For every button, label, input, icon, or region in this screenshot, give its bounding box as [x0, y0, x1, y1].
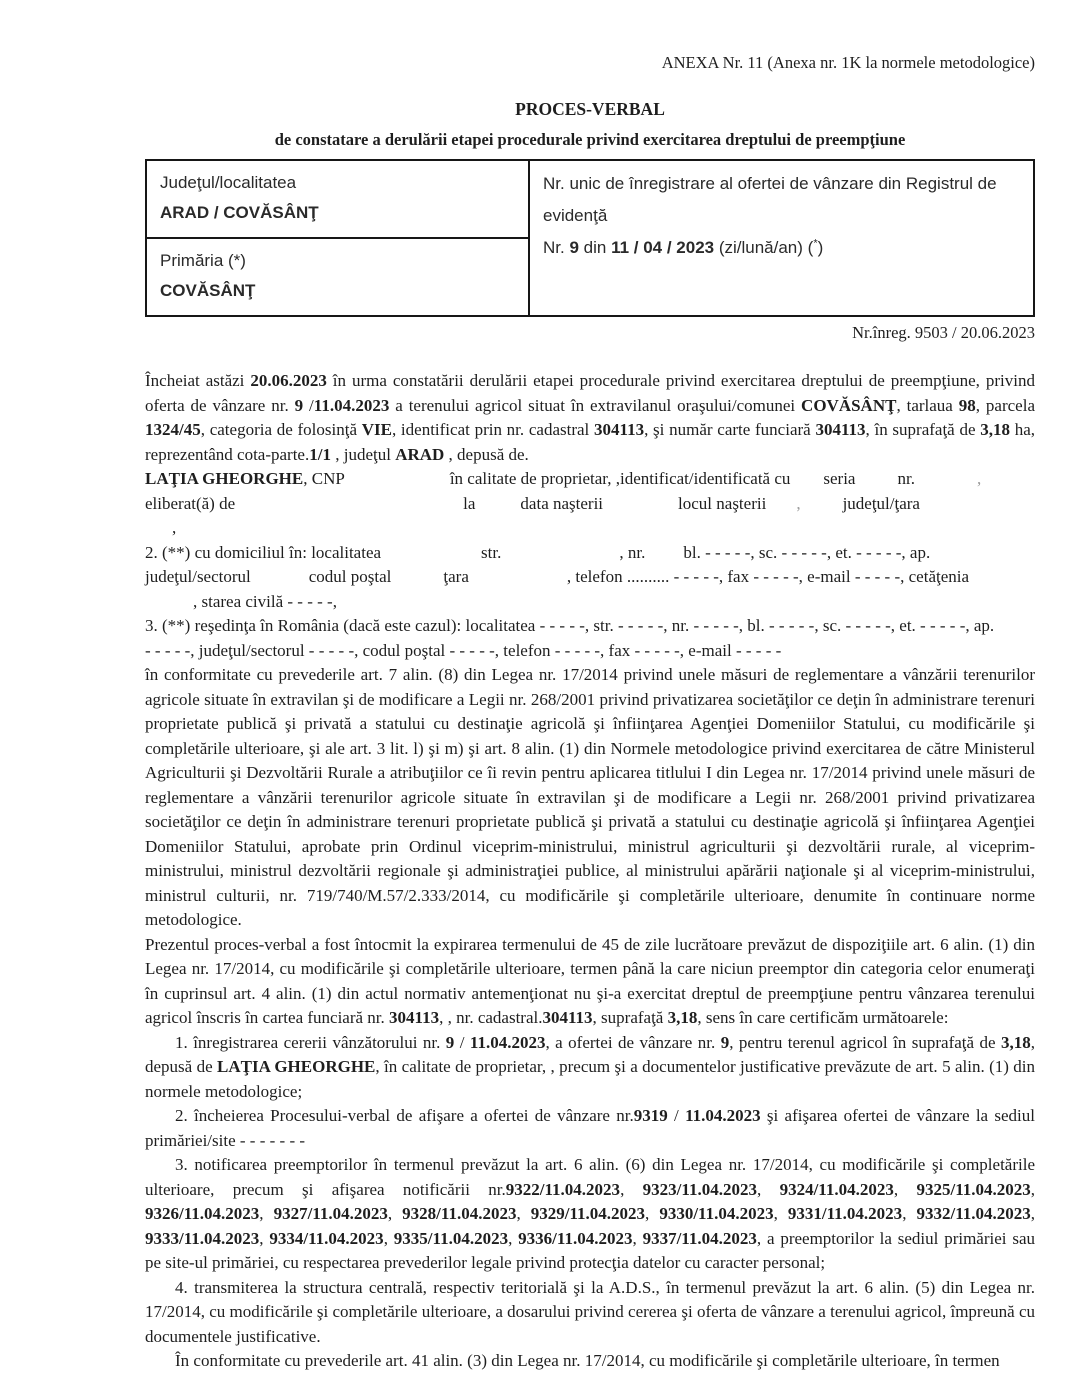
townhall-label: Primăria (*) — [160, 251, 246, 270]
blank-field-gap — [645, 557, 683, 558]
text-run: 11.04.2023 — [313, 395, 390, 415]
text-run: , , nr. cadastral. — [439, 1008, 543, 1027]
text-run: , şi număr carte funciară — [644, 420, 816, 439]
text-run: , depusă de — [145, 1032, 1035, 1076]
text-run: ţara — [443, 567, 469, 586]
text-run: nr. — [897, 469, 915, 488]
text-run: În conformitate cu prevederile art. 41 alin. (3) din Legea nr. 17/2014, cu modificările şi completările ulterioare, în termen — [175, 1351, 1000, 1370]
text-run: , depusă de. — [444, 444, 529, 464]
text-run: 3. (**) reşedinţa în România (dacă este cazul): localitatea - - - - -, str. - - - - -, nr. - - - - -, bl. - - - - -, sc. - - - - -, et. - - - - -, ap. — [145, 616, 995, 635]
text-run: Prezentul proces-verbal a fost întocmit la expirarea termenului de 45 de zile lucrătoare prevăzut de dispoziţiile art. 6 alin. (1) din Legea nr. 17/2014, cu modificările şi completările ulterioare, termen până la care niciun preemptor din categoria celor enumeraţi în cuprinsul art. 4 alin. (1) din actul normativ antemenţionat nu şi-a exercitat dreptul de preempţiune pentru vânzarea terenului agricol înscris în cartea funciară nr. — [145, 934, 1035, 1027]
text-run: , — [516, 1204, 531, 1223]
text-run: , — [796, 493, 801, 513]
text-run: 3,18 — [667, 1008, 698, 1027]
text-run: LAŢIA GHEORGHE — [145, 469, 304, 488]
blank-field-gap — [766, 508, 796, 509]
townhall-cell — [146, 238, 529, 316]
offer-registration-number — [543, 232, 1020, 264]
text-run: 9319 — [633, 1106, 668, 1125]
text-run: 9 — [294, 395, 304, 415]
contact-line — [145, 565, 1035, 590]
text-run: din — [578, 238, 612, 257]
text-run: 3. notificarea preemptorilor în termenul prevăzut la art. 6 alin. (6) din Legea nr. 17/2014, cu modificările şi completările ulterioare, precum şi afişarea notificării nr. — [145, 1155, 1035, 1199]
blank-field-gap — [915, 483, 977, 484]
domicile-line — [145, 541, 1035, 566]
text-run: 1324/45 — [145, 420, 201, 439]
text-run: eliberat(ă) de — [145, 493, 236, 513]
text-run: , suprafaţă — [592, 1008, 668, 1027]
text-run: 98 — [958, 395, 976, 415]
conclusion-paragraph — [145, 933, 1035, 1031]
text-run: , starea civilă - - - - -, — [193, 591, 337, 611]
stray-comma-line — [145, 516, 1035, 541]
offer-registration-cell — [529, 160, 1034, 316]
text-run: / — [209, 203, 224, 222]
registration-table — [145, 159, 1035, 317]
text-run: 2. încheierea Procesului-verbal de afişare a ofertei de vânzare nr. — [175, 1106, 634, 1125]
text-run: 9323/11.04.2023 — [642, 1179, 757, 1199]
text-run: 11 / 04 / 2023 — [611, 238, 715, 257]
text-run: 9333/11.04.2023 — [145, 1228, 260, 1248]
text-run: , — [902, 1204, 917, 1223]
text-run: ) — [817, 238, 824, 257]
text-run: 9 — [720, 1032, 730, 1052]
text-run: data naşterii — [520, 493, 604, 513]
marital-status-line — [145, 590, 1035, 615]
text-run: 9327/11.04.2023 — [273, 1204, 388, 1223]
text-run: 9335/11.04.2023 — [393, 1228, 509, 1248]
text-run: 9337/11.04.2023 — [642, 1228, 757, 1248]
text-run: LAŢIA GHEORGHE — [217, 1057, 376, 1076]
text-run: VIE — [361, 420, 392, 439]
text-run: , judeţul — [330, 444, 396, 464]
blank-field-gap — [603, 508, 678, 509]
item-2-display — [145, 1104, 1035, 1153]
county-value — [160, 198, 515, 228]
text-run: , — [620, 1179, 643, 1199]
text-run: , — [893, 1179, 917, 1199]
townhall-value: COVĂSÂNŢ — [160, 281, 256, 300]
text-run: , — [976, 469, 982, 488]
text-run: 9322/11.04.2023 — [505, 1179, 621, 1199]
text-run: ARAD — [395, 444, 445, 464]
blank-field-gap — [855, 483, 897, 484]
offer-registration-title: Nr. unic de înregistrare al ofertei de vânzare din Registrul de evidenţă — [543, 174, 997, 225]
text-run: 9331/11.04.2023 — [787, 1204, 903, 1223]
blank-field-gap — [475, 508, 520, 509]
text-run: 304113 — [815, 420, 866, 439]
text-run: 304113 — [594, 420, 645, 439]
item-3-notification — [145, 1153, 1035, 1276]
intro-paragraph — [145, 369, 1035, 467]
text-run: 4. transmiterea la structura centrală, respectiv teritorială şi la A.D.S., în termenul prevăzut la art. 6 alin. (5) din Legea nr. 17/2014, cu modificările şi completările ulterioare, a dosarului privind cererea şi oferta de vânzare a terenului agricol, împreună cu documentele justificative. — [145, 1277, 1035, 1346]
text-run: , — [259, 1204, 274, 1223]
text-run: 9 — [569, 238, 579, 257]
text-run: , — [1030, 1179, 1036, 1199]
text-run: 304113 — [542, 1008, 593, 1027]
text-run: / — [303, 395, 314, 415]
text-run: - - - - -, judeţul/sectorul - - - - -, codul poştal - - - - -, telefon - - - - -, fax - - - - -, e-mail - - - - - — [145, 640, 782, 660]
text-run: 11.04.2023 — [469, 1032, 546, 1052]
text-run: , — [383, 1228, 394, 1248]
text-run: 9326/11.04.2023 — [145, 1204, 260, 1223]
text-run: 9 — [445, 1032, 455, 1052]
residence-line-2 — [145, 639, 1035, 664]
text-run: 11.04.2023 — [685, 1106, 761, 1125]
text-run: , pentru terenul agricol în suprafaţă de — [729, 1032, 1001, 1052]
text-run: 3,18 — [980, 420, 1010, 439]
residence-line — [145, 614, 1035, 639]
text-run: 20.06.2023 — [250, 371, 327, 390]
text-run: str. — [481, 542, 502, 562]
text-run: codul poştal — [308, 567, 392, 586]
blank-field-gap — [345, 483, 450, 484]
text-run: , — [773, 1204, 788, 1223]
text-run: 1. înregistrarea cererii vânzătorului nr. — [175, 1032, 446, 1052]
text-run: / — [454, 1032, 470, 1052]
text-run: , — [172, 518, 177, 537]
blank-field-gap — [469, 581, 567, 582]
text-run: Încheiat astăzi — [145, 371, 251, 390]
text-run: , a ofertei de vânzare nr. — [545, 1032, 721, 1052]
blank-field-gap — [235, 508, 463, 509]
closing-paragraph — [145, 1349, 1035, 1374]
item-4-transmission — [145, 1276, 1035, 1350]
text-run: 9329/11.04.2023 — [530, 1204, 646, 1223]
blank-field-gap — [501, 557, 619, 558]
text-run: COVĂSÂNŢ — [801, 395, 897, 415]
text-run: , — [756, 1179, 780, 1199]
legal-basis-paragraph — [145, 663, 1035, 933]
text-run: judeţul/sectorul — [145, 567, 251, 586]
text-run: a terenului agricol situat în extravilanul oraşului/comunei — [389, 395, 802, 415]
text-run: bl. - - - - -, sc. - - - - -, et. - - - - -, ap. — [683, 542, 931, 562]
text-run: locul naşterii — [678, 493, 767, 513]
text-run: în calitate de proprietar, ,identificat/identificată cu — [449, 469, 791, 488]
text-run: (zi/lună/an) ( — [714, 238, 814, 257]
text-run: * — [813, 237, 818, 250]
text-run: COVĂSÂNŢ — [223, 203, 319, 222]
text-run: , — [1030, 1204, 1036, 1223]
text-run: , în calitate de proprietar, , precum şi a documentelor justificative prevăzute de art. 5 alin. (1) din normele metodologice; — [145, 1057, 1036, 1101]
text-run: , — [632, 1228, 643, 1248]
county-cell — [146, 160, 529, 238]
text-run: Nr. — [543, 238, 570, 257]
blank-field-gap — [801, 508, 843, 509]
text-run: , — [259, 1228, 270, 1248]
text-run: 9324/11.04.2023 — [779, 1179, 894, 1199]
text-run: , — [508, 1228, 519, 1248]
text-run: 9325/11.04.2023 — [916, 1179, 1031, 1199]
text-run: , sens în care certificăm următoarele: — [697, 1008, 949, 1027]
text-run: 9332/11.04.2023 — [916, 1204, 1031, 1223]
text-run: , nr. — [619, 542, 646, 562]
text-run: la — [463, 493, 476, 513]
text-run: 9336/11.04.2023 — [518, 1228, 633, 1248]
text-run: judeţul/ţara — [842, 493, 920, 513]
document-body — [145, 369, 1035, 1374]
text-run: ha, reprezentând cota-parte. — [145, 420, 1035, 464]
text-run: , tarlaua — [896, 395, 959, 415]
text-run: ARAD — [160, 203, 210, 222]
text-run: , identificat prin nr. cadastral — [391, 420, 595, 439]
text-run: , în suprafaţă de — [865, 420, 981, 439]
blank-field-gap — [790, 483, 823, 484]
text-run: 304113 — [389, 1008, 440, 1027]
text-run: , CNP — [303, 469, 345, 488]
county-label: Judeţul/localitatea — [160, 173, 297, 192]
document-subtitle: de constatare a derulării etapei procedurale privind exercitarea dreptului de preempţiune — [274, 130, 906, 149]
text-run: , — [387, 1204, 403, 1223]
owner-identity-line — [145, 467, 1035, 492]
text-run: 1/1 — [309, 444, 331, 464]
issuer-birth-line — [145, 492, 1035, 517]
text-run: , telefon .......... - - - - -, fax - - - - -, e-mail - - - - -, cetăţenia — [566, 567, 970, 586]
text-run: în conformitate cu prevederile art. 7 alin. (8) din Legea nr. 17/2014 privind unele măsuri de reglementare a vânzării terenurilor agricole situate în extravilan şi de modificare a Legii nr. 268/2001 privind privatizarea societăţilor ce deţin în administrare terenuri proprietate publică şi privată a statului cu destinaţie agricolă şi înfiinţarea Agenţiei Domeniilor Statului, cu modificările şi completările ulterioare, şi ale art. 3 lit. l) şi m) şi art. 8 alin. (1) din Normele metodologice privind exercitarea de către Ministerul Agriculturii şi Dezvoltării Rurale a atribuţiilor ce îi revin pentru aplicarea titlului I din Legea nr. 17/2014 privind unele măsuri de reglementare a vânzării terenurilor agricole situate în extravilan şi de modificare a Legii nr. 268/2001 privind privatizarea societăţilor ce deţin în administrare terenuri proprietate publică şi privată a statului cu destinaţie agricolă şi înfiinţarea Agenţiei Domeniilor Statului, aprobate prin Ordinul viceprim-ministrului, ministrul agriculturii şi dezvoltării rurale, al viceprim-ministrului, ministrul dezvoltării regionale şi administraţiei publice, al ministrului apărării naţionale şi al viceprim-ministrului, ministrul culturii, nr. 719/740/M.57/2.333/2014, cu modificările şi completările ulterioare, denumite în continuare norme metodologice. — [145, 665, 1035, 929]
text-run: seria — [823, 469, 856, 488]
registration-note: Nr.înreg. 9503 / 20.06.2023 — [852, 323, 1035, 342]
document-title: PROCES-VERBAL — [515, 99, 665, 119]
text-run: , a preemptorilor la sediul primăriei sau pe site-ul primăriei, cu respectarea prevederilor legale privind protecţia datelor cu caracter personal; — [145, 1228, 1036, 1272]
text-run: 9334/11.04.2023 — [269, 1228, 384, 1248]
text-run: şi afişarea ofertei de vânzare la sediul primăriei/site - - - - - - - — [145, 1106, 1035, 1150]
text-run: 9328/11.04.2023 — [402, 1204, 517, 1223]
item-1-registration — [145, 1031, 1035, 1105]
text-run: , — [645, 1204, 660, 1223]
text-run: , parcela — [975, 395, 1035, 415]
blank-field-gap — [251, 581, 309, 582]
text-run: / — [667, 1106, 686, 1125]
text-run: , categoria de folosinţă — [200, 420, 362, 439]
blank-field-gap — [381, 557, 481, 558]
annex-note: ANEXA Nr. 11 (Anexa nr. 1K la normele metodologice) — [661, 53, 1035, 72]
blank-field-gap — [391, 581, 443, 582]
text-run: 9330/11.04.2023 — [659, 1204, 774, 1223]
text-run: 2. (**) cu domiciliul în: localitatea — [145, 542, 382, 562]
text-run: 3,18 — [1001, 1032, 1031, 1052]
text-run: în urma constatării derulării etapei procedurale privind exercitarea dreptului de preempţiune, privind oferta de vânzare nr. — [145, 371, 1035, 415]
